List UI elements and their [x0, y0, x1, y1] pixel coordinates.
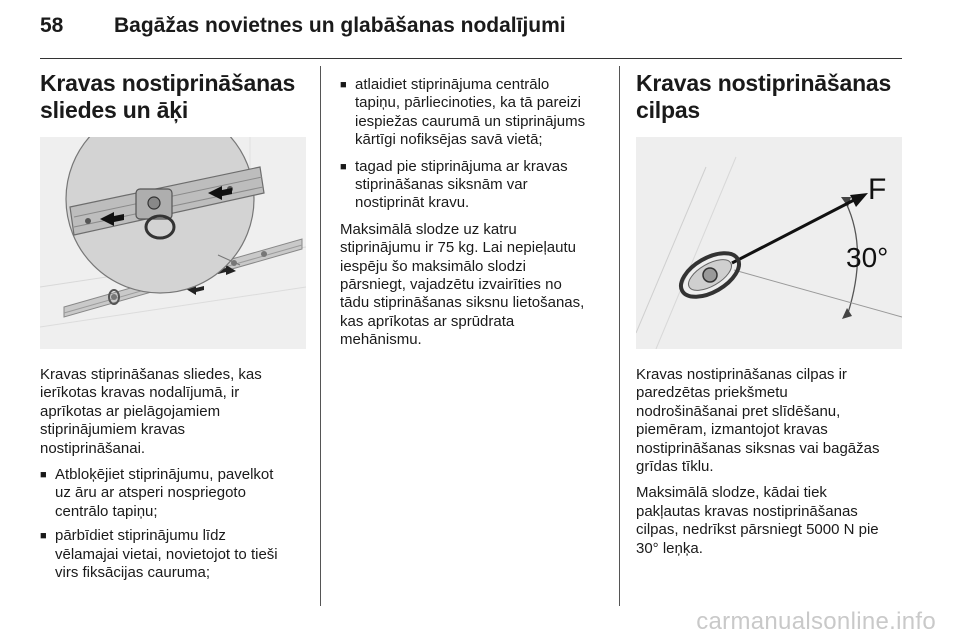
- rail-hook-figure: [40, 137, 306, 349]
- rail-hook-illustration-icon: [40, 137, 306, 349]
- bullet-mark: ■: [40, 469, 47, 482]
- section-heading-eyes: Kravas nostiprināšanas cilpas: [636, 70, 892, 123]
- column-1: [40, 70, 306, 582]
- bullet-mark: ■: [340, 160, 347, 173]
- bullet-unlock: ■ Atbloķējiet stiprinājumu, pavelkot uz āru ar atsperi nospriegoto centrālo tapiņu;: [40, 466, 274, 520]
- column-divider-right: [619, 66, 620, 606]
- bullet-mark: ■: [40, 530, 47, 543]
- bullet-mark: ■: [340, 79, 347, 91]
- eyes-max-load-paragraph: Maksimālā slodze, kādai tiek pakļautas kravas nostiprināšanas cilpas, nedrīkst pārsniegt 5000 N pie 30° leņķa.: [636, 484, 879, 557]
- bullet-slide: ■ pārbīdiet stiprinājumu līdz vēlamajai vietai, novietojot to tieši virs fiksācijas cauruma;: [40, 527, 278, 582]
- watermark: carmanualsonline.info: [696, 608, 936, 635]
- eyes-intro-paragraph: Kravas nostiprināšanas cilpas ir paredzētas priekšmetu nodrošināšanai pret slīdēšanu, piemēram, izmantojot kravas nostiprināšanas siksnas vai bagāžas grīdas tīklu.: [636, 366, 880, 476]
- lashing-eye-figure: [636, 137, 902, 349]
- running-header-title: Bagāžas novietnes un glabāšanas nodalījumi: [114, 14, 566, 37]
- column-3: [636, 70, 902, 558]
- bullet-secure: ■ tagad pie stiprinājuma ar kravas stiprināšanas siksnām var nostiprināt kravu.: [340, 157, 568, 212]
- bullet-release: ■ atlaidiet stiprinājuma centrālo tapiņu, pārliecinoties, ka tā pareizi iespiežas caurumā un stiprinājums kārtīgi nofiksējas savā vietā;: [340, 76, 586, 149]
- page-number: 58: [40, 14, 64, 37]
- column-2: [340, 76, 604, 350]
- header-rule: [40, 58, 902, 59]
- section-heading-rails: Kravas nostiprināšanas sliedes un āķi: [40, 70, 296, 123]
- max-load-paragraph: Maksimālā slodze uz katru stiprinājumu ir 75 kg. Lai nepieļautu iespēju šo maksimālo slodzi pārsniegt, vajadzētu izvairīties no tādu stiprināšanas siksnu lietošanas, kas aprīkotas ar sprūdrata mehānismu.: [340, 220, 585, 349]
- angle-label: 30°: [846, 242, 889, 273]
- column-divider-left: [320, 66, 321, 606]
- force-label: F: [868, 173, 887, 206]
- rails-intro-paragraph: Kravas stiprināšanas sliedes, kas ierīkotas kravas nodalījumā, ir aprīkotas ar pielāgojamiem stiprinājumiem kravas nostiprināšanai.: [40, 366, 262, 457]
